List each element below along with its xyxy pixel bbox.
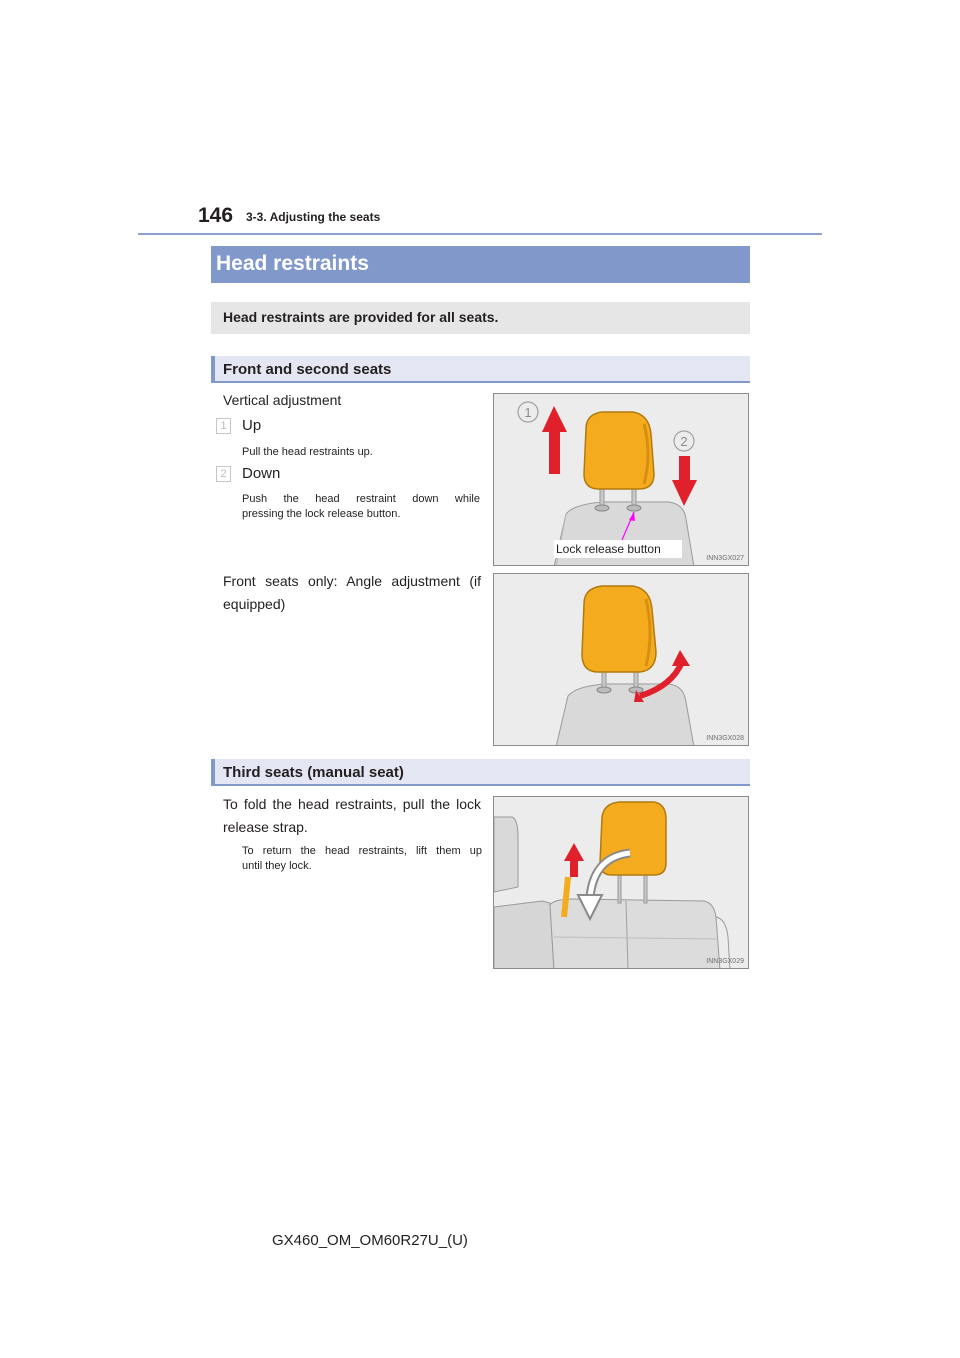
figure-vertical-adjustment bbox=[493, 393, 749, 566]
arrow-up-icon bbox=[542, 406, 567, 474]
step-number-1: 1 bbox=[216, 418, 231, 434]
step-up-label: Up bbox=[242, 417, 262, 434]
step-down-label: Down bbox=[242, 465, 281, 482]
subheading-front-second: Front and second seats bbox=[223, 361, 392, 378]
figure-code-1: INN3GX027 bbox=[706, 555, 744, 562]
vertical-adjustment-label: Vertical adjustment bbox=[223, 392, 342, 408]
page-title: Head restraints bbox=[216, 252, 369, 275]
figure-code-2: INN3GX028 bbox=[706, 735, 744, 742]
arrow-down-icon bbox=[672, 456, 697, 506]
return-instruction-line1: To return the head restraints, lift them up bbox=[242, 845, 482, 857]
step-down-desc-line1: Push the head restraint down while bbox=[242, 493, 480, 505]
lock-release-label: Lock release button bbox=[556, 542, 661, 556]
figure-code-3: INN3GX029 bbox=[706, 958, 744, 965]
header-rule bbox=[138, 233, 822, 235]
arrow-up-icon-third bbox=[564, 843, 584, 877]
intro-text: Head restraints are provided for all seats. bbox=[223, 309, 499, 325]
figure-third-seats bbox=[493, 796, 749, 969]
section-title: 3-3. Adjusting the seats bbox=[246, 210, 381, 224]
return-instruction-line2: until they lock. bbox=[242, 860, 312, 872]
step-down-desc-line2: pressing the lock release button. bbox=[242, 508, 401, 520]
angle-adjustment-line2: equipped) bbox=[223, 596, 286, 612]
step-up-desc: Pull the head restraints up. bbox=[242, 446, 373, 458]
fold-instruction-line1: To fold the head restraints, pull the lock bbox=[223, 796, 481, 812]
footer-document-code: GX460_OM_OM60R27U_(U) bbox=[272, 1232, 468, 1249]
headrest-illustration-3 bbox=[494, 797, 749, 969]
release-strap-icon bbox=[564, 877, 568, 917]
fold-instruction-line2: release strap. bbox=[223, 819, 308, 835]
callout-1: 1 bbox=[524, 405, 532, 420]
subheading-third: Third seats (manual seat) bbox=[223, 764, 404, 781]
callout-2: 2 bbox=[680, 434, 688, 449]
step-number-2: 2 bbox=[216, 466, 231, 482]
figure-angle-adjustment bbox=[493, 573, 749, 746]
page-number: 146 bbox=[198, 204, 234, 227]
headrest-illustration-2 bbox=[494, 574, 749, 746]
angle-adjustment-line1: Front seats only: Angle adjustment (if bbox=[223, 573, 481, 589]
